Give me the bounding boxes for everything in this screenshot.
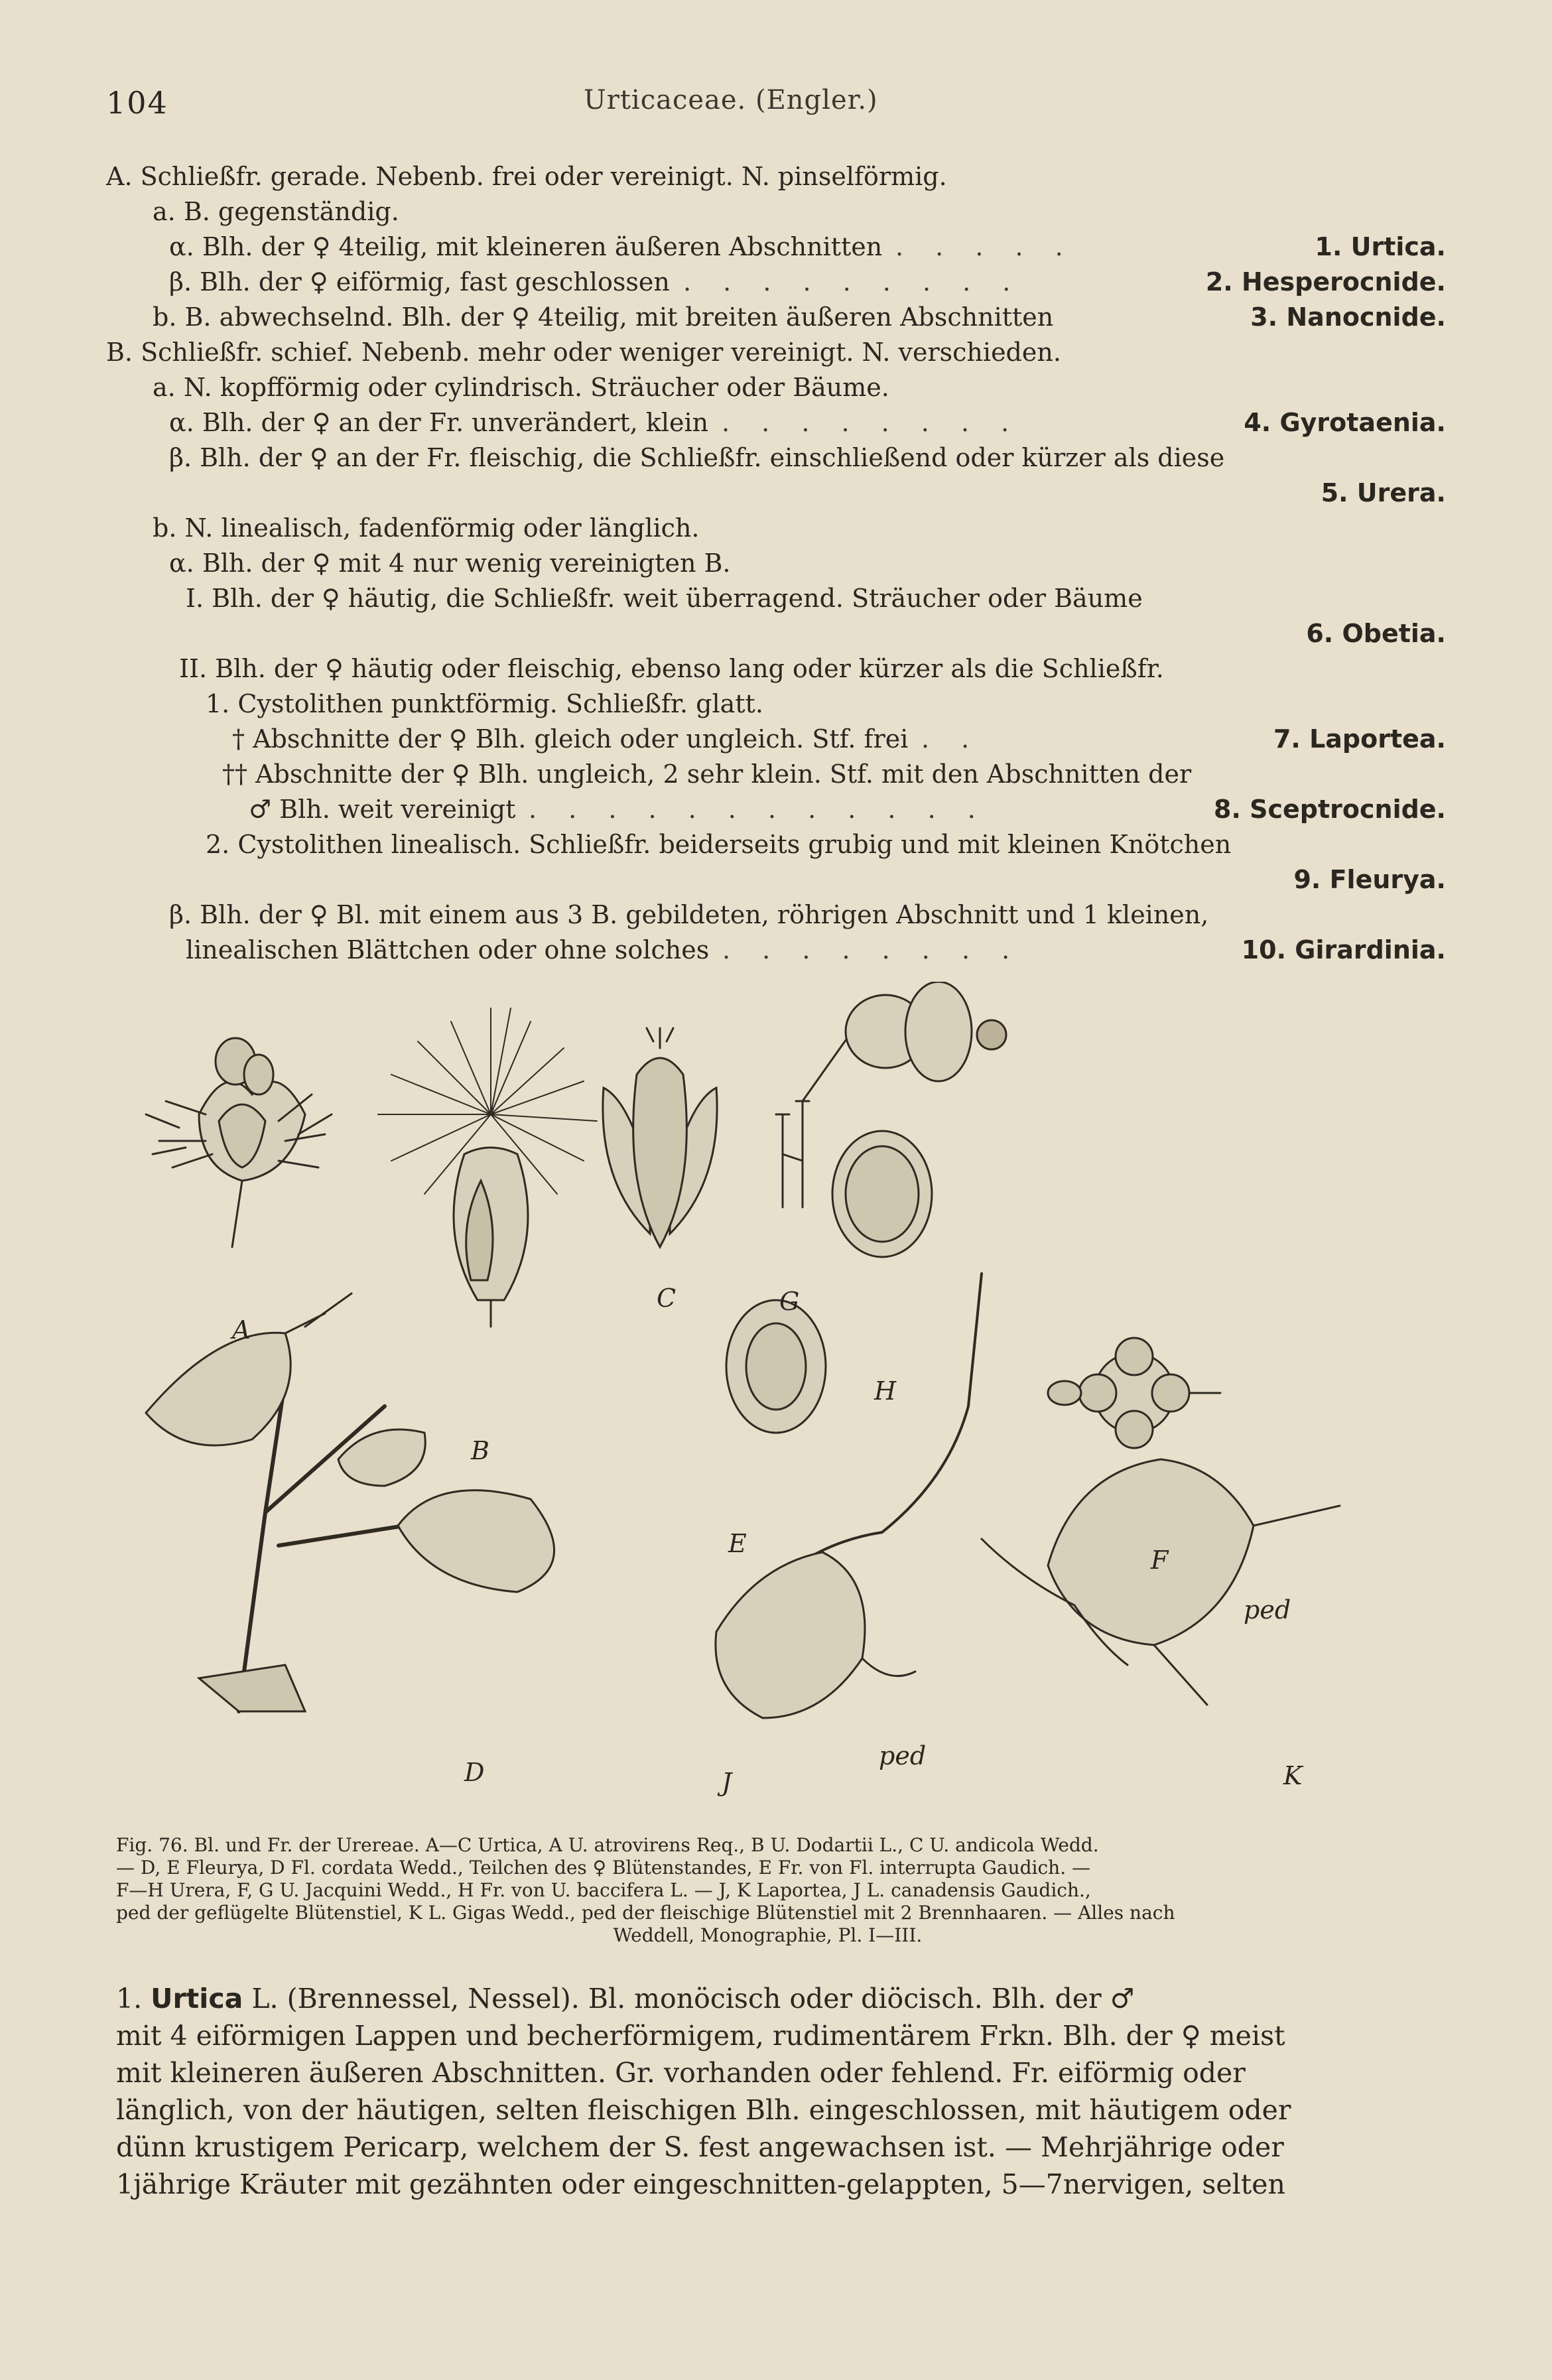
key-line <box>106 897 1446 933</box>
key-genus-name: 8. Sceptrocnide. <box>1214 795 1446 824</box>
figure-b-urtica-fruit <box>378 1008 597 1327</box>
key-genus-name: 5. Urera. <box>1321 478 1446 507</box>
figure-drawing <box>119 982 1433 1811</box>
key-line-text: †† Abschnitte der ♀ Blh. ungleich, 2 sehr klein. Stf. mit den Abschnitten der <box>222 760 1192 789</box>
key-leader-dots: . . . . . . . . <box>722 408 1021 437</box>
key-line-text: linealischen Blättchen oder ohne solches <box>186 935 710 964</box>
figure-caption <box>116 1834 1419 1947</box>
caption-line: — D, E Fleurya, D Fl. cordata Wedd., Teilchen des ♀ Blütenstandes, E Fr. von Fl. interrupta Gaudich. — <box>116 1857 1091 1879</box>
body-line <box>116 2017 1419 2054</box>
body-line-text: mit kleineren äußeren Abschnitten. Gr. vorhanden oder fehlend. Fr. eiförmig oder <box>116 2057 1246 2089</box>
figure-h-urera-fruit <box>832 1131 932 1257</box>
body-line-text: mit 4 eiförmigen Lappen und becherförmigem, rudimentärem Frkn. Blh. der ♀ meist <box>116 2020 1285 2052</box>
body-line-text: L. (Brennessel, Nessel). Bl. monöcisch oder diöcisch. Blh. der ♂ <box>243 1983 1135 2015</box>
key-line-text: α. Blh. der ♀ 4teilig, mit kleineren äußeren Abschnitten <box>169 232 883 261</box>
key-genus-name: 9. Fleurya. <box>1293 865 1446 894</box>
genus-heading: Urtica <box>151 1983 243 2015</box>
key-line-text: a. B. gegenständig. <box>153 197 399 226</box>
figure-label-h: H <box>874 1376 897 1406</box>
key-line-text: 1. Cystolithen punktförmig. Schließfr. glatt. <box>206 689 763 718</box>
identification-key <box>106 159 1446 968</box>
key-genus-name: 4. Gyrotaenia. <box>1244 408 1446 437</box>
key-line <box>106 792 1446 827</box>
key-line <box>106 581 1446 616</box>
key-line-text: II. Blh. der ♀ häutig oder fleischig, ebenso lang oder kürzer als die Schließfr. <box>179 654 1164 683</box>
figure-76-botanical-illustrations <box>119 982 1433 1811</box>
key-line <box>106 722 1446 757</box>
body-line <box>116 2166 1419 2203</box>
key-genus-name: 10. Girardinia. <box>1241 935 1446 964</box>
key-line-text: ♂ Blh. weit vereinigt <box>249 795 516 824</box>
key-line <box>106 546 1446 581</box>
figure-d-fleurya-branch <box>146 1293 554 1711</box>
body-line <box>116 2129 1419 2166</box>
caption-line: ped der geflügelte Blütenstiel, K L. Gigas Wedd., ped der fleischige Blütenstiel mit 2 Brennhaaren. — Alles nach <box>116 1902 1175 1924</box>
key-line-text: † Abschnitte der ♀ Blh. gleich oder ungleich. Stf. frei <box>232 724 909 754</box>
figure-label-ped-j: ped <box>879 1741 927 1770</box>
key-line <box>106 300 1446 335</box>
key-line-text: b. N. linealisch, fadenförmig oder länglich. <box>153 513 700 543</box>
body-line <box>116 2054 1419 2091</box>
figure-a-urtica-flower <box>146 1038 332 1247</box>
key-leader-dots: . . . . . . . . . <box>683 267 1023 297</box>
figure-label-k: K <box>1283 1761 1303 1790</box>
key-line-text: β. Blh. der ♀ an der Fr. fleischig, die Schließfr. einschließend oder kürzer als diese <box>169 443 1225 472</box>
key-genus-name: 2. Hesperocnide. <box>1205 267 1446 297</box>
figure-k-laportea-fruit <box>982 1459 1340 1705</box>
figure-label-c: C <box>657 1284 677 1313</box>
key-line <box>106 827 1446 862</box>
figure-label-e: E <box>728 1529 747 1558</box>
key-line <box>106 440 1446 476</box>
key-line <box>106 511 1446 546</box>
figure-label-f: F <box>1151 1546 1169 1575</box>
figure-label-d: D <box>464 1758 485 1787</box>
key-line <box>106 265 1446 300</box>
key-line-text: a. N. kopfförmig oder cylindrisch. Sträucher oder Bäume. <box>153 373 889 402</box>
figure-label-g: G <box>779 1287 800 1316</box>
key-line-text: α. Blh. der ♀ mit 4 nur wenig vereinigten B. <box>169 549 731 578</box>
key-line-text: β. Blh. der ♀ eiförmig, fast geschlossen <box>169 267 670 297</box>
key-line <box>106 335 1446 370</box>
caption-line: F—H Urera, F, G U. Jacquini Wedd., H Fr. von U. baccifera L. — J, K Laportea, J L. canadensis Gaudich., <box>116 1879 1091 1901</box>
key-line <box>106 933 1446 968</box>
body-line-text: 1jährige Kräuter mit gezähnten oder eingeschnitten-gelappten, 5—7nervigen, selten <box>116 2168 1285 2200</box>
key-genus-name: 1. Urtica. <box>1315 232 1446 261</box>
page-number: 104 <box>106 85 168 121</box>
figure-label-j: J <box>722 1768 732 1797</box>
page-header <box>0 85 1552 125</box>
key-line-text: β. Blh. der ♀ Bl. mit einem aus 3 B. gebildeten, röhrigen Abschnitt und 1 kleinen, <box>169 900 1209 929</box>
genus-description <box>116 1980 1419 2203</box>
key-line <box>106 757 1446 792</box>
key-line-text: A. Schließfr. gerade. Nebenb. frei oder vereinigt. N. pinselförmig. <box>106 162 947 191</box>
key-genus-name: 6. Obetia. <box>1306 619 1446 648</box>
key-line-text: I. Blh. der ♀ häutig, die Schließfr. weit überragend. Sträucher oder Bäume <box>186 584 1143 613</box>
body-line <box>116 1980 1419 2017</box>
body-line <box>116 2091 1419 2129</box>
key-line <box>106 687 1446 722</box>
key-genus-name: 3. Nanocnide. <box>1250 302 1446 332</box>
key-line <box>106 230 1446 265</box>
caption-line: Fig. 76. Bl. und Fr. der Urereae. A—C Urtica, A U. atrovirens Req., B U. Dodartii L., C U. andicola Wedd. <box>116 1834 1099 1856</box>
key-line <box>106 194 1446 230</box>
key-line <box>106 616 1446 651</box>
figure-label-b: B <box>471 1436 489 1465</box>
figure-e-fleurya-fruit <box>726 1300 826 1433</box>
body-line-text: länglich, von der häutigen, selten fleischigen Blh. eingeschlossen, mit häutigem oder <box>116 2094 1291 2126</box>
key-leader-dots: . . . . . . . . . . . . <box>529 795 988 824</box>
key-line <box>106 370 1446 405</box>
key-genus-name: 7. Laportea. <box>1273 724 1446 754</box>
key-leader-dots: . . . . . . . . <box>722 935 1022 964</box>
key-line <box>106 159 1446 194</box>
key-leader-dots: . . . . . <box>895 232 1075 261</box>
figure-f-urera-inflorescence <box>1048 1338 1220 1448</box>
genus-number: 1. <box>116 1983 151 2015</box>
figure-label-ped-k: ped <box>1244 1595 1291 1624</box>
key-line-text: b. B. abwechselnd. Blh. der ♀ 4teilig, mit breiten äußeren Abschnitten <box>153 302 1054 332</box>
running-title: Urticaceae. (Engler.) <box>584 85 878 115</box>
key-line-text: 2. Cystolithen linealisch. Schließfr. beiderseits grubig und mit kleinen Knötchen <box>206 830 1232 859</box>
body-line-text: dünn krustigem Pericarp, welchem der S. fest angewachsen ist. — Mehrjährige oder <box>116 2131 1284 2163</box>
figure-c-urtica-flower <box>603 1028 717 1247</box>
caption-line: Weddell, Monographie, Pl. I—III. <box>613 1924 923 1946</box>
figure-label-a: A <box>232 1315 251 1345</box>
key-line-text: B. Schließfr. schief. Nebenb. mehr oder weniger vereinigt. N. verschieden. <box>106 338 1061 367</box>
key-line-text: α. Blh. der ♀ an der Fr. unverändert, klein <box>169 408 709 437</box>
key-leader-dots: . . <box>921 724 982 754</box>
key-line <box>106 476 1446 511</box>
key-line <box>106 405 1446 440</box>
key-line <box>106 651 1446 687</box>
key-line <box>106 862 1446 897</box>
